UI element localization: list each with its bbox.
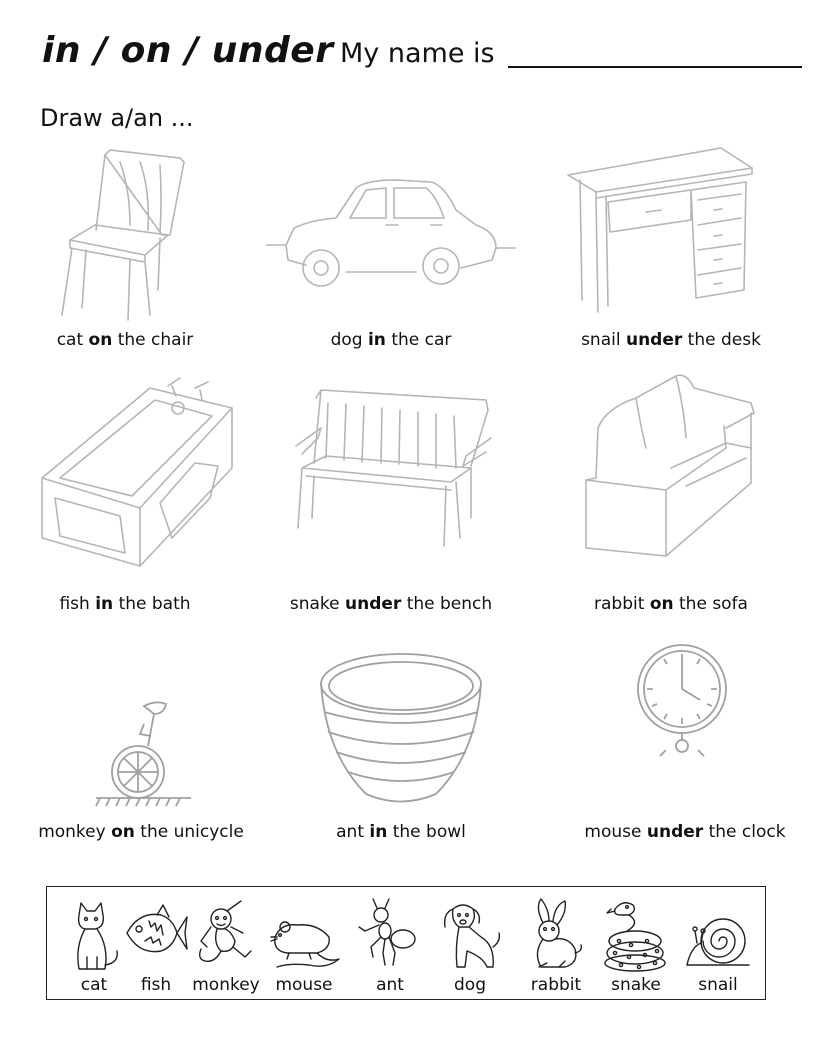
sofa-icon bbox=[546, 368, 796, 568]
task-monkey-on-unicycle bbox=[16, 634, 266, 874]
page-title: in / on / under bbox=[42, 30, 334, 71]
caption-mouse-under-clock: mouse under the clock bbox=[584, 822, 786, 842]
word-bank-item-rabbit bbox=[517, 893, 595, 997]
word-label: fish bbox=[140, 975, 172, 995]
task-ant-in-bowl bbox=[276, 634, 526, 874]
word-bank-item-dog bbox=[431, 893, 509, 997]
rabbit-icon bbox=[521, 897, 591, 973]
caption-snake-under-bench: snake under the bench bbox=[289, 594, 493, 614]
word-label: monkey bbox=[192, 975, 260, 995]
instruction-text: Draw a/an ... bbox=[40, 104, 194, 132]
caption-rabbit-on-sofa: rabbit on the sofa bbox=[594, 594, 748, 614]
word-bank bbox=[46, 886, 766, 1000]
task-snake-under-bench bbox=[266, 368, 516, 614]
bowl-icon bbox=[276, 634, 526, 814]
word-label: mouse bbox=[275, 975, 333, 995]
word-label: snake bbox=[611, 975, 661, 995]
word-bank-item-fish bbox=[117, 893, 195, 997]
caption-cat-on-chair: cat on the chair bbox=[56, 330, 194, 350]
mouse-icon bbox=[269, 897, 343, 973]
chair-icon bbox=[0, 140, 250, 330]
word-label: rabbit bbox=[530, 975, 582, 995]
task-fish-in-bath bbox=[0, 368, 250, 614]
word-bank-item-mouse bbox=[265, 893, 343, 997]
word-bank-item-snail bbox=[679, 893, 757, 997]
caption-fish-in-bath: fish in the bath bbox=[59, 594, 191, 614]
bathtub-icon bbox=[0, 368, 250, 568]
word-bank-item-ant bbox=[351, 893, 429, 997]
car-icon bbox=[266, 140, 516, 330]
clock-icon bbox=[560, 634, 810, 814]
ant-icon bbox=[355, 897, 425, 973]
word-bank-item-snake bbox=[597, 893, 675, 997]
caption-monkey-on-unicycle: monkey on the unicycle bbox=[38, 822, 244, 842]
task-snail-under-desk bbox=[546, 140, 796, 380]
unicycle-icon bbox=[16, 634, 266, 814]
task-rabbit-on-sofa bbox=[546, 368, 796, 614]
task-dog-in-car bbox=[266, 140, 516, 380]
word-label: cat bbox=[80, 975, 108, 995]
monkey-icon bbox=[191, 897, 261, 973]
dog-icon bbox=[435, 897, 505, 973]
caption-ant-in-bowl: ant in the bowl bbox=[336, 822, 466, 842]
name-label: My name is bbox=[340, 38, 495, 69]
caption-snail-under-desk: snail under the desk bbox=[581, 330, 761, 350]
snail-icon bbox=[683, 897, 753, 973]
name-answer-line[interactable] bbox=[508, 66, 802, 68]
snake-icon bbox=[601, 897, 671, 973]
bench-icon bbox=[266, 368, 516, 568]
fish-icon bbox=[121, 897, 191, 973]
word-label: snail bbox=[698, 975, 738, 995]
task-mouse-under-clock bbox=[560, 634, 810, 874]
word-label: ant bbox=[376, 975, 404, 995]
caption-dog-in-car: dog in the car bbox=[330, 330, 452, 350]
word-label: dog bbox=[454, 975, 486, 995]
desk-icon bbox=[546, 140, 796, 330]
task-cat-on-chair bbox=[0, 140, 250, 380]
word-bank-item-monkey bbox=[187, 893, 265, 997]
